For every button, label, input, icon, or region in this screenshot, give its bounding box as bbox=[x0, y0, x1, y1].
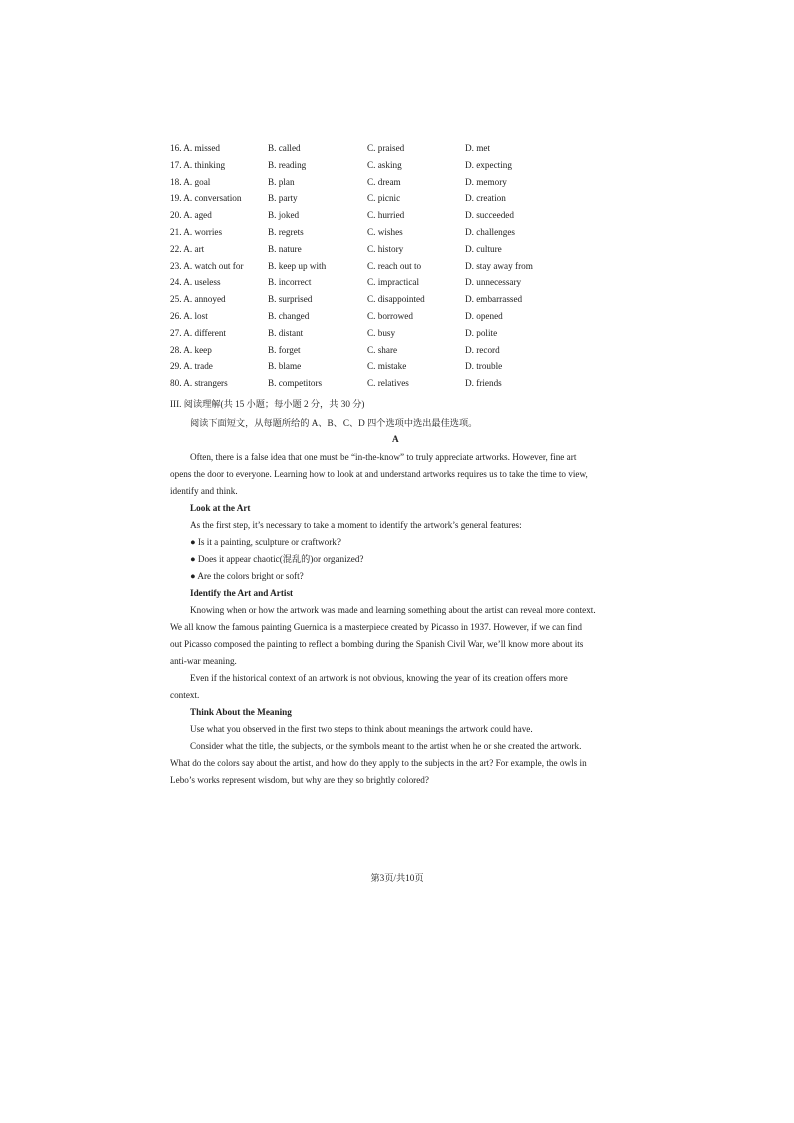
option-b: B. reading bbox=[268, 159, 307, 170]
option-a: 16. A. missed bbox=[170, 143, 221, 153]
passage-label: A bbox=[392, 434, 399, 444]
bullet-item: ● Does it appear chaotic(混乱的)or organized? bbox=[190, 554, 364, 564]
section-heading: III. 阅读理解(共 15 小题；每小题 2 分，共 30 分) bbox=[170, 399, 365, 409]
option-c: C. relatives bbox=[367, 378, 409, 389]
option-d: D. embarrassed bbox=[465, 294, 523, 305]
option-b: B. plan bbox=[268, 176, 295, 187]
page-number: 第3页/共10页 bbox=[370, 873, 424, 883]
option-b: B. blame bbox=[268, 361, 302, 372]
option-c: C. borrowed bbox=[367, 310, 413, 321]
option-c: C. share bbox=[367, 344, 398, 355]
option-c: C. picnic bbox=[367, 193, 401, 204]
option-a: 28. A. keep bbox=[170, 344, 212, 355]
option-b: B. party bbox=[268, 193, 298, 204]
bullet-item: ● Is it a painting, sculpture or craftwork? bbox=[190, 537, 341, 547]
option-b: B. nature bbox=[268, 243, 302, 254]
option-d: D. friends bbox=[465, 378, 502, 389]
option-a: 18. A. goal bbox=[170, 176, 211, 187]
option-c: C. praised bbox=[367, 143, 405, 153]
option-d: D. opened bbox=[465, 310, 503, 321]
paragraph-line: Often, there is a false idea that one must be “in-the-know” to truly appreciate artworks. However, fine art bbox=[190, 452, 577, 462]
option-a: 26. A. lost bbox=[170, 310, 208, 321]
subheading-look-at-the-art: Look at the Art bbox=[190, 503, 251, 513]
option-d: D. unnecessary bbox=[465, 277, 522, 288]
paragraph-line: We all know the famous painting Guernica is a masterpiece created by Picasso in 1937. However, if we can find bbox=[170, 622, 582, 632]
option-c: C. hurried bbox=[367, 210, 405, 221]
option-b: B. joked bbox=[268, 210, 300, 221]
option-c: C. wishes bbox=[367, 226, 403, 237]
option-a: 22. A. art bbox=[170, 243, 205, 254]
subheading-think-about-meaning: Think About the Meaning bbox=[190, 707, 292, 717]
option-a: 24. A. useless bbox=[170, 277, 221, 288]
subheading-identify-art-and-artist: Identify the Art and Artist bbox=[190, 588, 294, 598]
option-c: C. asking bbox=[367, 159, 402, 170]
option-b: B. forget bbox=[268, 344, 301, 355]
option-b: B. incorrect bbox=[268, 277, 312, 288]
option-d: D. expecting bbox=[465, 159, 512, 170]
option-d: D. met bbox=[465, 143, 491, 153]
option-a: 20. A. aged bbox=[170, 210, 212, 221]
option-c: C. dream bbox=[367, 176, 401, 187]
option-d: D. succeeded bbox=[465, 210, 514, 221]
option-b: B. distant bbox=[268, 327, 304, 338]
option-b: B. called bbox=[268, 143, 301, 153]
paragraph-line: out Picasso composed the painting to reflect a bombing during the Spanish Civil War, we’ll know more about its bbox=[170, 639, 584, 649]
option-c: C. busy bbox=[367, 327, 396, 338]
option-c: C. disappointed bbox=[367, 294, 425, 305]
paragraph-line: As the first step, it’s necessary to take a moment to identify the artwork’s general features: bbox=[190, 520, 522, 530]
paragraph-line: Consider what the title, the subjects, or the symbols meant to the artist when he or she created the artwork. bbox=[190, 741, 582, 751]
option-b: B. competitors bbox=[268, 378, 323, 389]
paragraph-line: Even if the historical context of an artwork is not obvious, knowing the year of its creation offers more bbox=[190, 673, 568, 683]
instruction: 阅读下面短文，从每题所给的 A、B、C、D 四个选项中选出最佳选项。 bbox=[190, 418, 478, 428]
paragraph-line: Lebo’s works represent wisdom, but why are they so brightly colored? bbox=[170, 775, 429, 785]
option-a: 21. A. worries bbox=[170, 226, 223, 237]
option-d: D. memory bbox=[465, 176, 507, 187]
option-a: 23. A. watch out for bbox=[170, 260, 244, 271]
paragraph-line: What do the colors say about the artist, and how do they apply to the subjects in the art? For example, the owls in bbox=[170, 758, 587, 768]
option-a: 29. A. trade bbox=[170, 361, 213, 372]
option-d: D. creation bbox=[465, 193, 506, 204]
paragraph-line: anti-war meaning. bbox=[170, 656, 237, 666]
option-b: B. keep up with bbox=[268, 260, 327, 271]
option-c: C. history bbox=[367, 243, 404, 254]
option-b: B. surprised bbox=[268, 294, 313, 305]
paragraph-line: Use what you observed in the first two steps to think about meanings the artwork could have. bbox=[190, 724, 533, 734]
paragraph-line: identify and think. bbox=[170, 486, 238, 496]
option-d: D. polite bbox=[465, 327, 498, 338]
option-d: D. stay away from bbox=[465, 260, 533, 271]
option-d: D. culture bbox=[465, 243, 502, 254]
bullet-item: ● Are the colors bright or soft? bbox=[190, 571, 304, 581]
option-c: C. reach out to bbox=[367, 260, 422, 271]
passage-a bbox=[170, 451, 630, 791]
option-a: 25. A. annoyed bbox=[170, 294, 226, 305]
option-c: C. impractical bbox=[367, 277, 420, 288]
option-b: B. changed bbox=[268, 310, 310, 321]
option-b: B. regrets bbox=[268, 226, 304, 237]
option-d: D. record bbox=[465, 344, 500, 355]
paragraph-line: opens the door to everyone. Learning how to look at and understand artworks requires us to take the time to view, bbox=[170, 469, 588, 479]
option-a: 27. A. different bbox=[170, 327, 226, 338]
option-a: 80. A. strangers bbox=[170, 378, 228, 389]
paragraph-line: context. bbox=[170, 690, 200, 700]
option-a: 17. A. thinking bbox=[170, 159, 226, 170]
option-a: 19. A. conversation bbox=[170, 193, 242, 204]
option-d: D. trouble bbox=[465, 361, 503, 372]
paragraph-line: Knowing when or how the artwork was made and learning something about the artist can reveal more context. bbox=[190, 605, 596, 615]
option-c: C. mistake bbox=[367, 361, 407, 372]
option-d: D. challenges bbox=[465, 226, 516, 237]
